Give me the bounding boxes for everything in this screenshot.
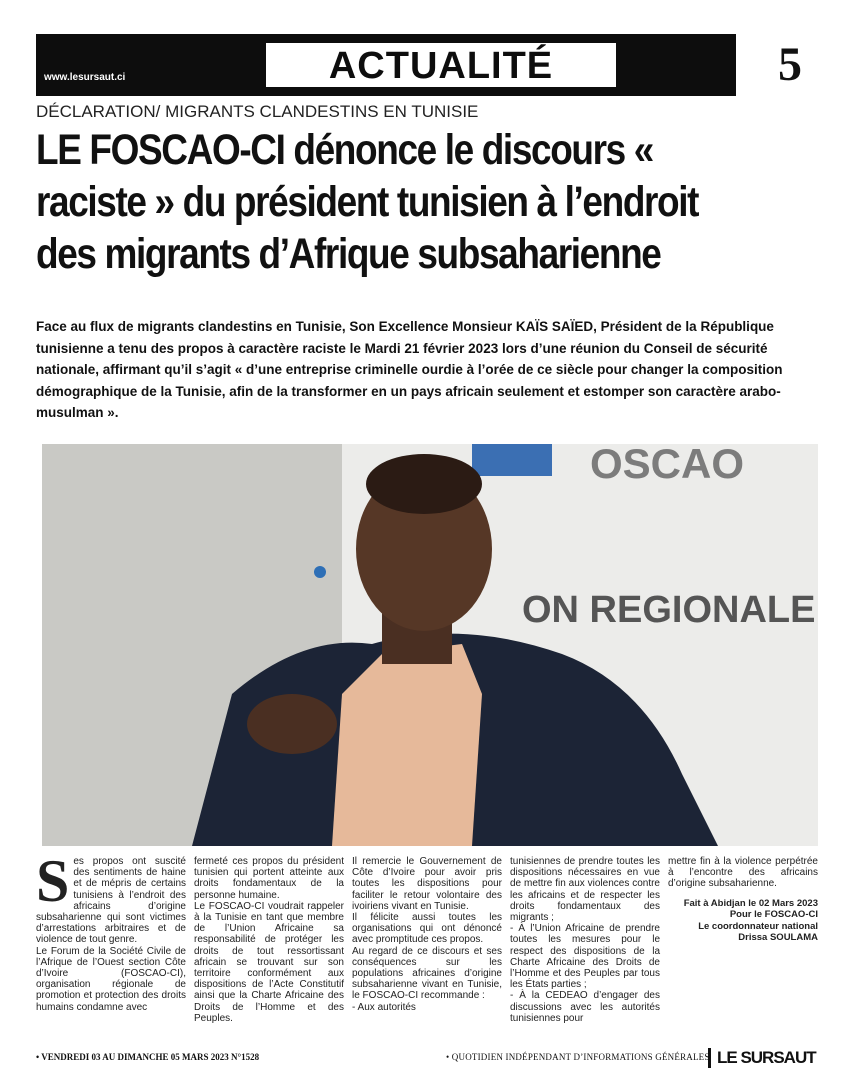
headline-line-3: des migrants d’Afrique subsaharienne: [36, 230, 661, 278]
article-kicker: DÉCLARATION/ MIGRANTS CLANDESTINS EN TUNISIE: [36, 102, 479, 121]
body-column-2: [194, 856, 344, 1024]
body-column-4: [510, 856, 660, 1024]
body-column-2-text: fermeté ces propos du président tunisien qui portent atteinte aux droits fondamentaux de la personne humaine. Le FOSCAO-CI voudrait rappeler à la Tunisie en tant que membre de l’Union Africaine sa responsabilité de protéger les droits de tout ressortissant africain se trouvant sur son territoire conformément aux dispositions de l’Acte Constitutif ainsi que la Charte Africaine des Droits de l’Homme et des Peuples.: [194, 856, 344, 1024]
section-title: ACTUALITÉ: [266, 43, 616, 87]
page-number: 5: [778, 38, 802, 91]
signature-for: Pour le FOSCAO-CI: [729, 909, 818, 921]
headline-line-2: raciste » du président tunisien à l’endroit: [36, 178, 699, 226]
website-url[interactable]: www.lesursaut.ci: [44, 72, 126, 83]
body-column-1-text: es propos ont suscité des sentiments de haine et de mépris de certains tunisiens à l’endroit des africains d’origine subsaharienne qui sont victimes d’arrestations arbitraires et de violence de tout genre. Le Forum de la Société Civile de l’Afrique de l’Ouest section Côte d’Ivoire (FOSCAO-CI), organisation régionale de promotion et protection des droits humains condamne avec: [36, 856, 186, 1013]
body-column-3: [352, 856, 502, 1013]
drop-cap: S: [36, 848, 70, 914]
signature-place-date: Fait à Abidjan le 02 Mars 2023: [683, 897, 818, 909]
article-photo: [42, 444, 818, 846]
banner-text-mid: ON REGIONALE: [522, 589, 816, 631]
article-lead: Face au flux de migrants clandestins en Tunisie, Son Excellence Monsieur KAÏS SAÏED, Président de la République tunisienne a tenu des propos à caractère raciste le Mardi 21 février 2023 lors d’une réunion du Conseil de sécurité nationale, affirmant qu’il s’agit « d’une entreprise criminelle ourdie à l’orée de ce siècle pour changer la composition démographique de la Tunisie, afin de la transformer en un pays africain seulement et estomper son caractère arabo-musulman ».: [36, 319, 783, 420]
signature-role: Le coordonnateur national: [698, 920, 818, 932]
photo-illustration: [42, 444, 818, 846]
headline-line-1: LE FOSCAO-CI dénonce le discours «: [36, 126, 653, 174]
body-column-4-text: tunisiennes de prendre toutes les dispositions nécessaires en vue de mettre fin aux violences contre les africains et de respecter les droits fondamentaux des migrants ; - À l’Union Africaine de prendre toutes les mesures pour le respect des dispositions de la Charte Africaine des Droits de l’Homme et des Peuples par tous les États parties ; - À la CEDEAO d’engager des discussions avec les autorités tunisiennes pour: [510, 856, 660, 1024]
newspaper-logo: LE SURSAUT: [708, 1048, 816, 1068]
body-column-5: [668, 856, 818, 944]
page-footer: [36, 1048, 822, 1070]
issue-info: • VENDREDI 03 AU DIMANCHE 05 MARS 2023 N°1528: [36, 1052, 260, 1062]
article-headline: [36, 124, 715, 280]
footer-tagline: • QUOTIDIEN INDÉPENDANT D’INFORMATIONS GÉNÉRALES: [446, 1052, 710, 1062]
signature-block: [668, 898, 818, 944]
body-column-3-text: Il remercie le Gouvernement de Côte d’Ivoire pour avoir pris toutes les dispositions pour faciliter le retour volontaire des ivoiriens vivant en Tunisie. Il félicite aussi toutes les organisations qui ont dénoncé avec promptitude ces propos. Au regard de ce discours et ses conséquences sur les populations africaines d’origine subsaharienne vivant en Tunisie, le FOSCAO-CI recommande : - Aux autorités: [352, 856, 502, 1013]
article-body: [36, 848, 822, 1034]
body-column-5-text: mettre fin à la violence perpétrée à l’encontre des africains d’origine subsaharienne.: [668, 856, 818, 890]
signature-name: Drissa SOULAMA: [738, 932, 818, 944]
banner-text-top: OSCAO: [590, 444, 745, 487]
body-column-1: [36, 848, 186, 1013]
masthead-bar: [36, 34, 736, 96]
